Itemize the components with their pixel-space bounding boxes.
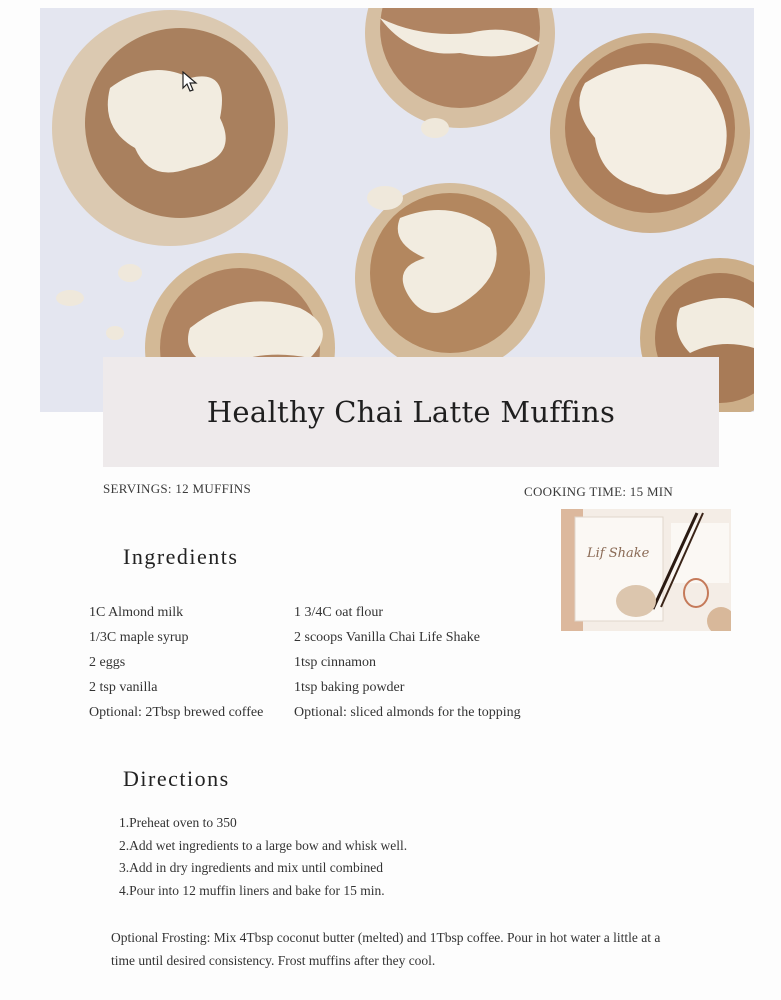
- frosting-note: Optional Frosting: Mix 4Tbsp coconut butter (melted) and 1Tbsp coffee. Pour in hot water a little at a time until desired consistency. Frost muffins after they cool.: [111, 930, 661, 968]
- ingredient-item: 1 3/4C oat flour: [294, 605, 384, 620]
- ingredient-item: 2 eggs: [89, 655, 126, 670]
- direction-step: 1.Preheat oven to 350: [119, 815, 237, 830]
- ingredients-list-right: [294, 600, 521, 725]
- cooking-time-label: COOKING TIME: 15 MIN: [524, 484, 674, 499]
- ingredient-item: Optional: 2Tbsp brewed coffee: [89, 705, 264, 720]
- direction-step: 4.Pour into 12 muffin liners and bake for 15 min.: [119, 882, 385, 898]
- ingredient-item: 1tsp baking powder: [294, 680, 405, 695]
- ingredient-item: 1/3C maple syrup: [89, 630, 189, 645]
- ingredients-list-left: [89, 600, 263, 725]
- mouse-pointer-icon: [182, 71, 198, 97]
- recipe-title: Healthy Chai Latte Muffins: [206, 395, 616, 429]
- product-photo: [561, 509, 731, 631]
- direction-step: 2.Add wet ingredients to a large bow and whisk well.: [119, 837, 408, 853]
- directions-heading: Directions: [123, 766, 230, 791]
- ingredient-item: 2 scoops Vanilla Chai Life Shake: [294, 630, 480, 645]
- hero-muffin-photo: [40, 8, 754, 412]
- ingredient-item: 2 tsp vanilla: [89, 680, 158, 695]
- ingredient-item: 1C Almond milk: [89, 605, 184, 620]
- ingredients-heading: Ingredients: [123, 544, 239, 569]
- ingredient-item: 1tsp cinnamon: [294, 655, 377, 670]
- directions-list: [119, 812, 407, 902]
- direction-step: 3.Add in dry ingredients and mix until combined: [119, 860, 383, 875]
- servings-label: SERVINGS: 12 MUFFINS: [103, 481, 251, 496]
- ingredient-item: Optional: sliced almonds for the topping: [294, 705, 521, 720]
- product-label: Lif Shake: [587, 546, 650, 561]
- title-panel: [103, 357, 719, 467]
